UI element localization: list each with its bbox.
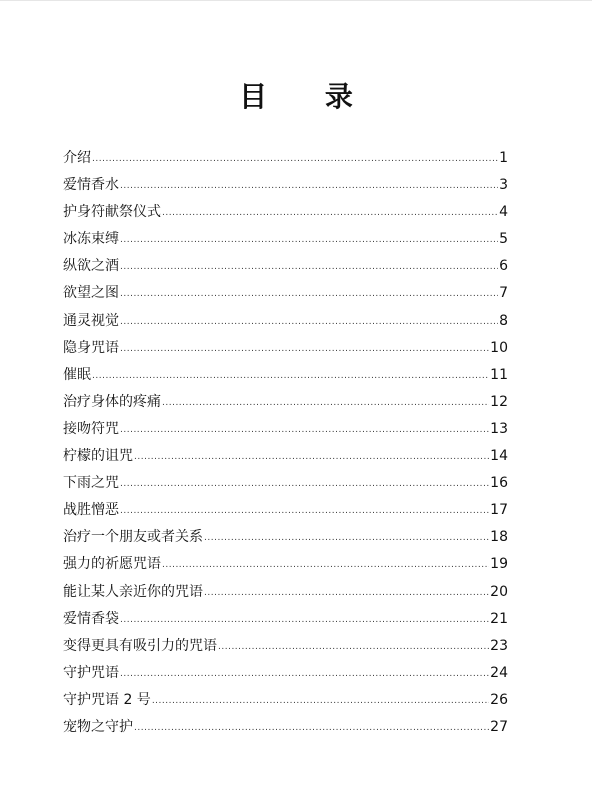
toc-entry-title: 冰冻束缚 bbox=[63, 231, 119, 248]
toc-dot-leader bbox=[92, 155, 498, 164]
toc-dot-leader bbox=[120, 670, 489, 679]
toc-dot-leader bbox=[204, 589, 489, 598]
toc-page-number: 4 bbox=[499, 204, 508, 221]
toc-entry[interactable] bbox=[63, 145, 508, 172]
toc-entry-title: 催眠 bbox=[63, 366, 91, 383]
toc-page-number: 16 bbox=[490, 475, 508, 492]
toc-page-number: 19 bbox=[490, 556, 508, 573]
toc-entry-title: 隐身咒语 bbox=[63, 339, 119, 356]
toc-entry-title: 爱情香水 bbox=[63, 177, 119, 194]
toc-page-number: 7 bbox=[499, 285, 508, 302]
toc-entry-title: 爱情香袋 bbox=[63, 610, 119, 627]
toc-page-number: 27 bbox=[490, 718, 508, 735]
toc-entry[interactable] bbox=[63, 280, 508, 307]
toc-page-number: 12 bbox=[490, 393, 508, 410]
toc-entry[interactable] bbox=[63, 253, 508, 280]
toc-dot-leader bbox=[218, 643, 489, 652]
table-of-contents bbox=[63, 145, 508, 741]
toc-dot-leader bbox=[162, 399, 489, 408]
toc-entry-title: 战胜憎恶 bbox=[63, 502, 119, 519]
toc-dot-leader bbox=[120, 182, 498, 191]
toc-dot-leader bbox=[134, 453, 489, 462]
toc-page-number: 6 bbox=[499, 258, 508, 275]
toc-entry[interactable] bbox=[63, 199, 508, 226]
toc-entry-title: 变得更具有吸引力的咒语 bbox=[63, 637, 217, 654]
toc-entry-title: 纵欲之酒 bbox=[63, 258, 119, 275]
toc-entry-title: 宠物之守护 bbox=[63, 718, 133, 735]
toc-dot-leader bbox=[120, 480, 489, 489]
toc-dot-leader bbox=[120, 236, 498, 245]
toc-entry[interactable] bbox=[63, 606, 508, 633]
toc-dot-leader bbox=[162, 209, 498, 218]
toc-page-number: 13 bbox=[490, 420, 508, 437]
toc-entry[interactable] bbox=[63, 687, 508, 714]
toc-dot-leader bbox=[120, 616, 489, 625]
toc-entry-title: 守护咒语 2 号 bbox=[63, 691, 151, 708]
toc-entry[interactable] bbox=[63, 362, 508, 389]
toc-entry[interactable] bbox=[63, 389, 508, 416]
toc-entry-title: 能让某人亲近你的咒语 bbox=[63, 583, 203, 600]
toc-dot-leader bbox=[120, 507, 489, 516]
toc-entry[interactable] bbox=[63, 551, 508, 578]
toc-dot-leader bbox=[92, 372, 489, 381]
toc-entry[interactable] bbox=[63, 524, 508, 551]
toc-page-number: 21 bbox=[490, 610, 508, 627]
toc-dot-leader bbox=[204, 534, 489, 543]
toc-entry[interactable] bbox=[63, 579, 508, 606]
toc-entry[interactable] bbox=[63, 308, 508, 335]
toc-page-number: 24 bbox=[490, 664, 508, 681]
toc-entry[interactable] bbox=[63, 416, 508, 443]
toc-entry-title: 介绍 bbox=[63, 150, 91, 166]
toc-dot-leader bbox=[152, 697, 489, 706]
toc-page-number: 11 bbox=[490, 366, 508, 383]
toc-dot-leader bbox=[162, 561, 489, 570]
toc-page-number: 3 bbox=[499, 177, 508, 194]
toc-page-number: 17 bbox=[490, 502, 508, 519]
toc-dot-leader bbox=[134, 724, 489, 733]
toc-entry-title: 下雨之咒 bbox=[63, 475, 119, 492]
toc-entry[interactable] bbox=[63, 470, 508, 497]
toc-dot-leader bbox=[120, 426, 489, 435]
toc-entry-title: 强力的祈愿咒语 bbox=[63, 556, 161, 573]
toc-page-number: 18 bbox=[490, 529, 508, 546]
toc-entry-title: 柠檬的诅咒 bbox=[63, 448, 133, 465]
toc-page-number: 8 bbox=[499, 312, 508, 329]
toc-page-number: 1 bbox=[499, 150, 508, 166]
toc-entry[interactable] bbox=[63, 660, 508, 687]
toc-entry-title: 护身符献祭仪式 bbox=[63, 204, 161, 221]
toc-entry[interactable] bbox=[63, 172, 508, 199]
toc-entry-title: 接吻符咒 bbox=[63, 420, 119, 437]
toc-entry[interactable] bbox=[63, 497, 508, 524]
toc-entry-title: 通灵视觉 bbox=[63, 312, 119, 329]
toc-entry[interactable] bbox=[63, 226, 508, 253]
toc-entry[interactable] bbox=[63, 335, 508, 362]
toc-dot-leader bbox=[120, 263, 498, 272]
toc-entry-title: 治疗身体的疼痛 bbox=[63, 393, 161, 410]
toc-entry-title: 守护咒语 bbox=[63, 664, 119, 681]
toc-page-number: 26 bbox=[490, 691, 508, 708]
toc-entry[interactable] bbox=[63, 714, 508, 741]
toc-title: 目 录 bbox=[239, 80, 377, 113]
toc-entry-title: 治疗一个朋友或者关系 bbox=[63, 529, 203, 546]
toc-page-number: 23 bbox=[490, 637, 508, 654]
toc-page-number: 14 bbox=[490, 448, 508, 465]
toc-page-number: 10 bbox=[490, 339, 508, 356]
page-top-border bbox=[0, 0, 592, 1]
toc-entry-title: 欲望之图 bbox=[63, 285, 119, 302]
toc-page-number: 5 bbox=[499, 231, 508, 248]
toc-page-number: 20 bbox=[490, 583, 508, 600]
toc-dot-leader bbox=[120, 290, 498, 299]
toc-entry[interactable] bbox=[63, 633, 508, 660]
toc-entry[interactable] bbox=[63, 443, 508, 470]
toc-dot-leader bbox=[120, 318, 498, 327]
toc-dot-leader bbox=[120, 345, 489, 354]
